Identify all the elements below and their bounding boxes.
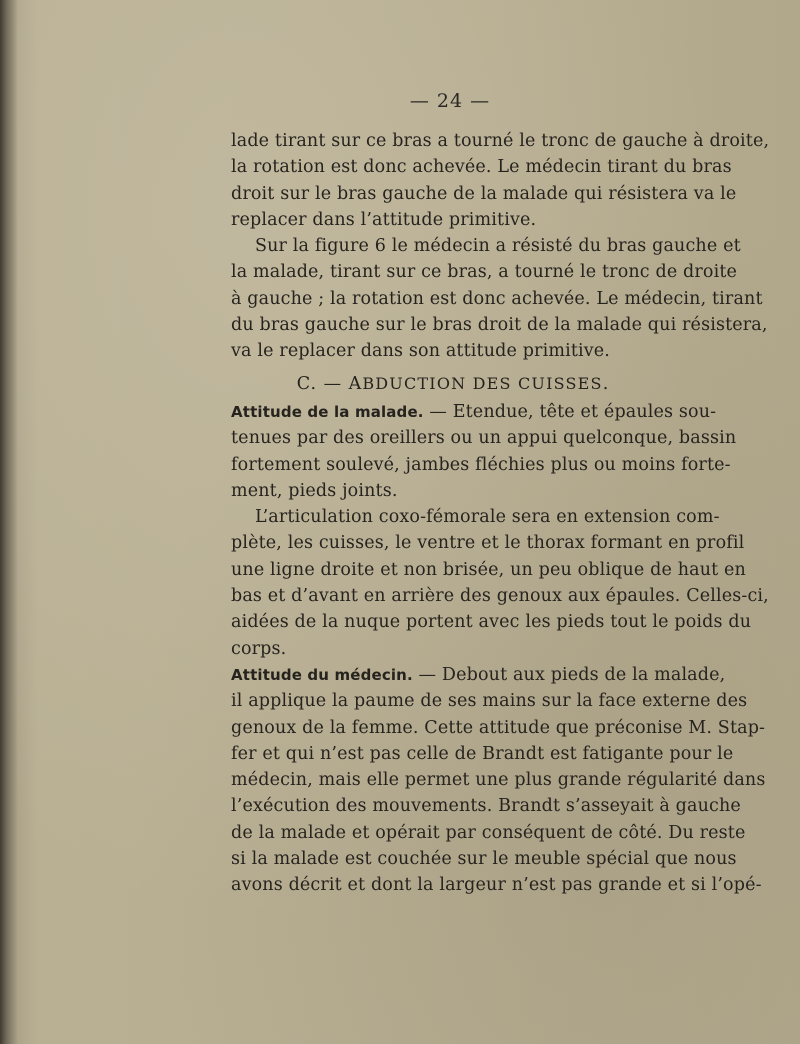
text-line: de la malade et opérait par conséquent de côté. Du reste <box>231 822 746 843</box>
text-line: Sur la figure 6 le médecin a résisté du bras gauche et <box>255 236 741 257</box>
text-line: aidées de la nuque portent avec les pieds tout le poids du <box>231 612 752 633</box>
text-line: corps. <box>231 638 287 659</box>
text-line: fer et qui n’est pas celle de Brandt est fatigante pour le <box>231 743 734 764</box>
run-in-heading: Attitude de la malade. <box>231 402 424 421</box>
text-line: droit sur le bras gauche de la malade qui résistera va le <box>231 183 737 204</box>
text-line: si la malade est couchée sur le meuble spécial que nous <box>231 849 737 870</box>
section-heading-small-caps: BDUCTION DES CUISSES <box>362 373 603 393</box>
text-line: fortement soulevé, jambes fléchies plus ou moins forte- <box>231 454 731 475</box>
text-line: une ligne droite et non brisée, un peu oblique de haut en <box>231 559 746 580</box>
text-line: lade tirant sur ce bras a tourné le tronc de gauche à droite, <box>231 131 770 151</box>
text-line <box>231 399 717 425</box>
text-line: replacer dans l’attitude primitive. <box>231 209 537 230</box>
text-line: genoux de la femme. Cette attitude que préconise M. Stap- <box>231 717 766 738</box>
page-binding-edge <box>0 0 18 1044</box>
text-line: la malade, tirant sur ce bras, a tourné le tronc de droite <box>231 262 738 283</box>
text-fragment: — Etendue, tête et épaules sou- <box>423 401 717 422</box>
page-number: — 24 — <box>409 90 491 112</box>
text-line: ment, pieds joints. <box>231 480 398 501</box>
text-line: bas et d’avant en arrière des genoux aux épaules. Celles-ci, <box>231 586 769 607</box>
section-heading-prefix: C. — A <box>296 373 363 394</box>
text-line: la rotation est donc achevée. Le médecin tirant du bras <box>231 157 732 178</box>
text-line: avons décrit et dont la largeur n’est pas grande et si l’opé- <box>231 875 762 896</box>
text-line: l’exécution des mouvements. Brandt s’asseyait à gauche <box>231 796 741 817</box>
text-line: médecin, mais elle permet une plus grande régularité dans <box>231 770 766 791</box>
text-line: va le replacer dans son attitude primitive. <box>231 341 610 362</box>
text-line: L’articulation coxo-fémorale sera en extension com- <box>255 507 720 528</box>
text-line: tenues par des oreillers ou un appui quelconque, bassin <box>231 428 737 449</box>
text-fragment: — Debout aux pieds de la malade, <box>412 664 726 685</box>
text-line: plète, les cuisses, le ventre et le thorax formant en profil <box>231 533 745 554</box>
page-text <box>231 128 770 899</box>
run-in-heading: Attitude du médecin. <box>231 665 413 684</box>
text-line: à gauche ; la rotation est donc achevée. Le médecin, tirant <box>231 288 763 309</box>
text-line: du bras gauche sur le bras droit de la malade qui résistera, <box>231 315 768 336</box>
section-heading-suffix: . <box>602 373 610 394</box>
section-heading <box>231 371 675 397</box>
text-line: il applique la paume de ses mains sur la face externe des <box>231 691 748 712</box>
text-line <box>231 662 726 688</box>
